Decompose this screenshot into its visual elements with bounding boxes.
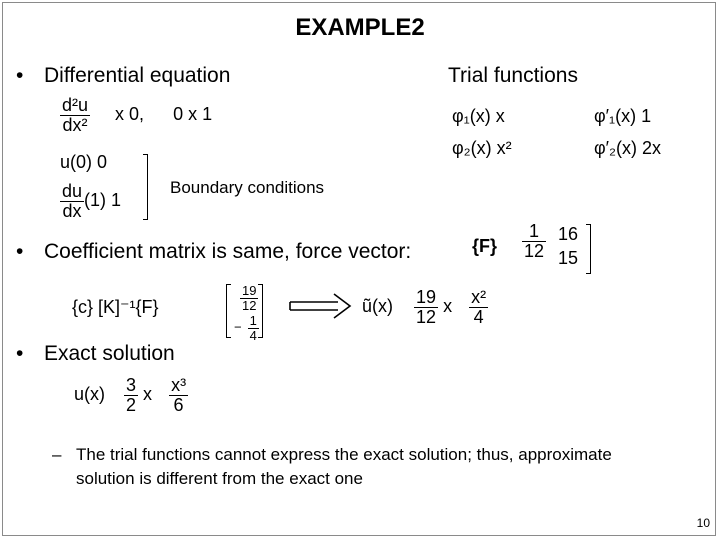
first-derivative-fraction: $\frac{du}{dx}$ <box>62 181 83 221</box>
boundary-condition-u0: u(0) 0 <box>60 152 108 172</box>
approximate-solution: ũ(x) $\frac{19}{12}$ x $\frac{\text{x²}}{4}$ <box>362 287 487 327</box>
trial-functions-heading: Trial functions <box>448 64 578 87</box>
boundary-conditions-label: Boundary conditions <box>170 178 325 197</box>
implies-arrow-icon <box>288 292 354 320</box>
note-dash: – <box>52 445 62 464</box>
trial-function-1-derivative: φ′₁(x) 1 <box>594 106 652 126</box>
coefficient-bracket-left <box>226 284 231 338</box>
equation-domain: 0 x 1 <box>173 104 213 125</box>
bullet-dot: • <box>16 342 24 365</box>
equation-main <box>60 96 212 135</box>
slide-title: EXAMPLE2 <box>295 14 425 41</box>
boundary-brace <box>143 154 148 220</box>
coefficient-equation: {c} [K]⁻¹{F} <box>72 297 159 317</box>
second-derivative-fraction: $\frac{\text{d²u}}{\text{dx²}}$ <box>62 95 89 135</box>
trial-function-2: φ₂(x) x² <box>452 138 512 158</box>
bullet-exact-solution: Exact solution <box>44 342 175 365</box>
bullet-dot: • <box>16 240 24 263</box>
bullet-dot: • <box>16 64 24 87</box>
trial-function-2-derivative: φ′₂(x) 2x <box>594 138 662 158</box>
page-number: 10 <box>696 516 710 530</box>
equation-rhs: x 0, <box>115 104 145 125</box>
force-vector-values: 16 15 <box>558 224 579 268</box>
bullet-differential-equation: Differential equation <box>44 64 231 87</box>
boundary-condition-derivative: $\frac{du}{dx}$ (1) 1 <box>62 181 122 221</box>
force-vector-symbol: {F} <box>472 236 498 256</box>
note-line-2: solution is different from the exact one <box>76 469 363 488</box>
force-vector-bracket <box>586 224 591 274</box>
note-line-1: The trial functions cannot express the exact solution; thus, approximate <box>76 445 612 464</box>
trial-function-1: φ₁(x) x <box>452 106 505 126</box>
coefficient-bracket-right <box>258 284 263 338</box>
force-coefficient: $\frac{1}{12}$ <box>524 221 545 261</box>
bullet-force-vector: Coefficient matrix is same, force vector: <box>44 240 412 263</box>
coefficient-values: $\frac{19}{12}$ − $\frac{1}{4}$ <box>234 283 257 343</box>
exact-solution: u(x) $\frac{3}{2}$ x $\frac{\text{x³}}{6}$ <box>74 375 187 415</box>
